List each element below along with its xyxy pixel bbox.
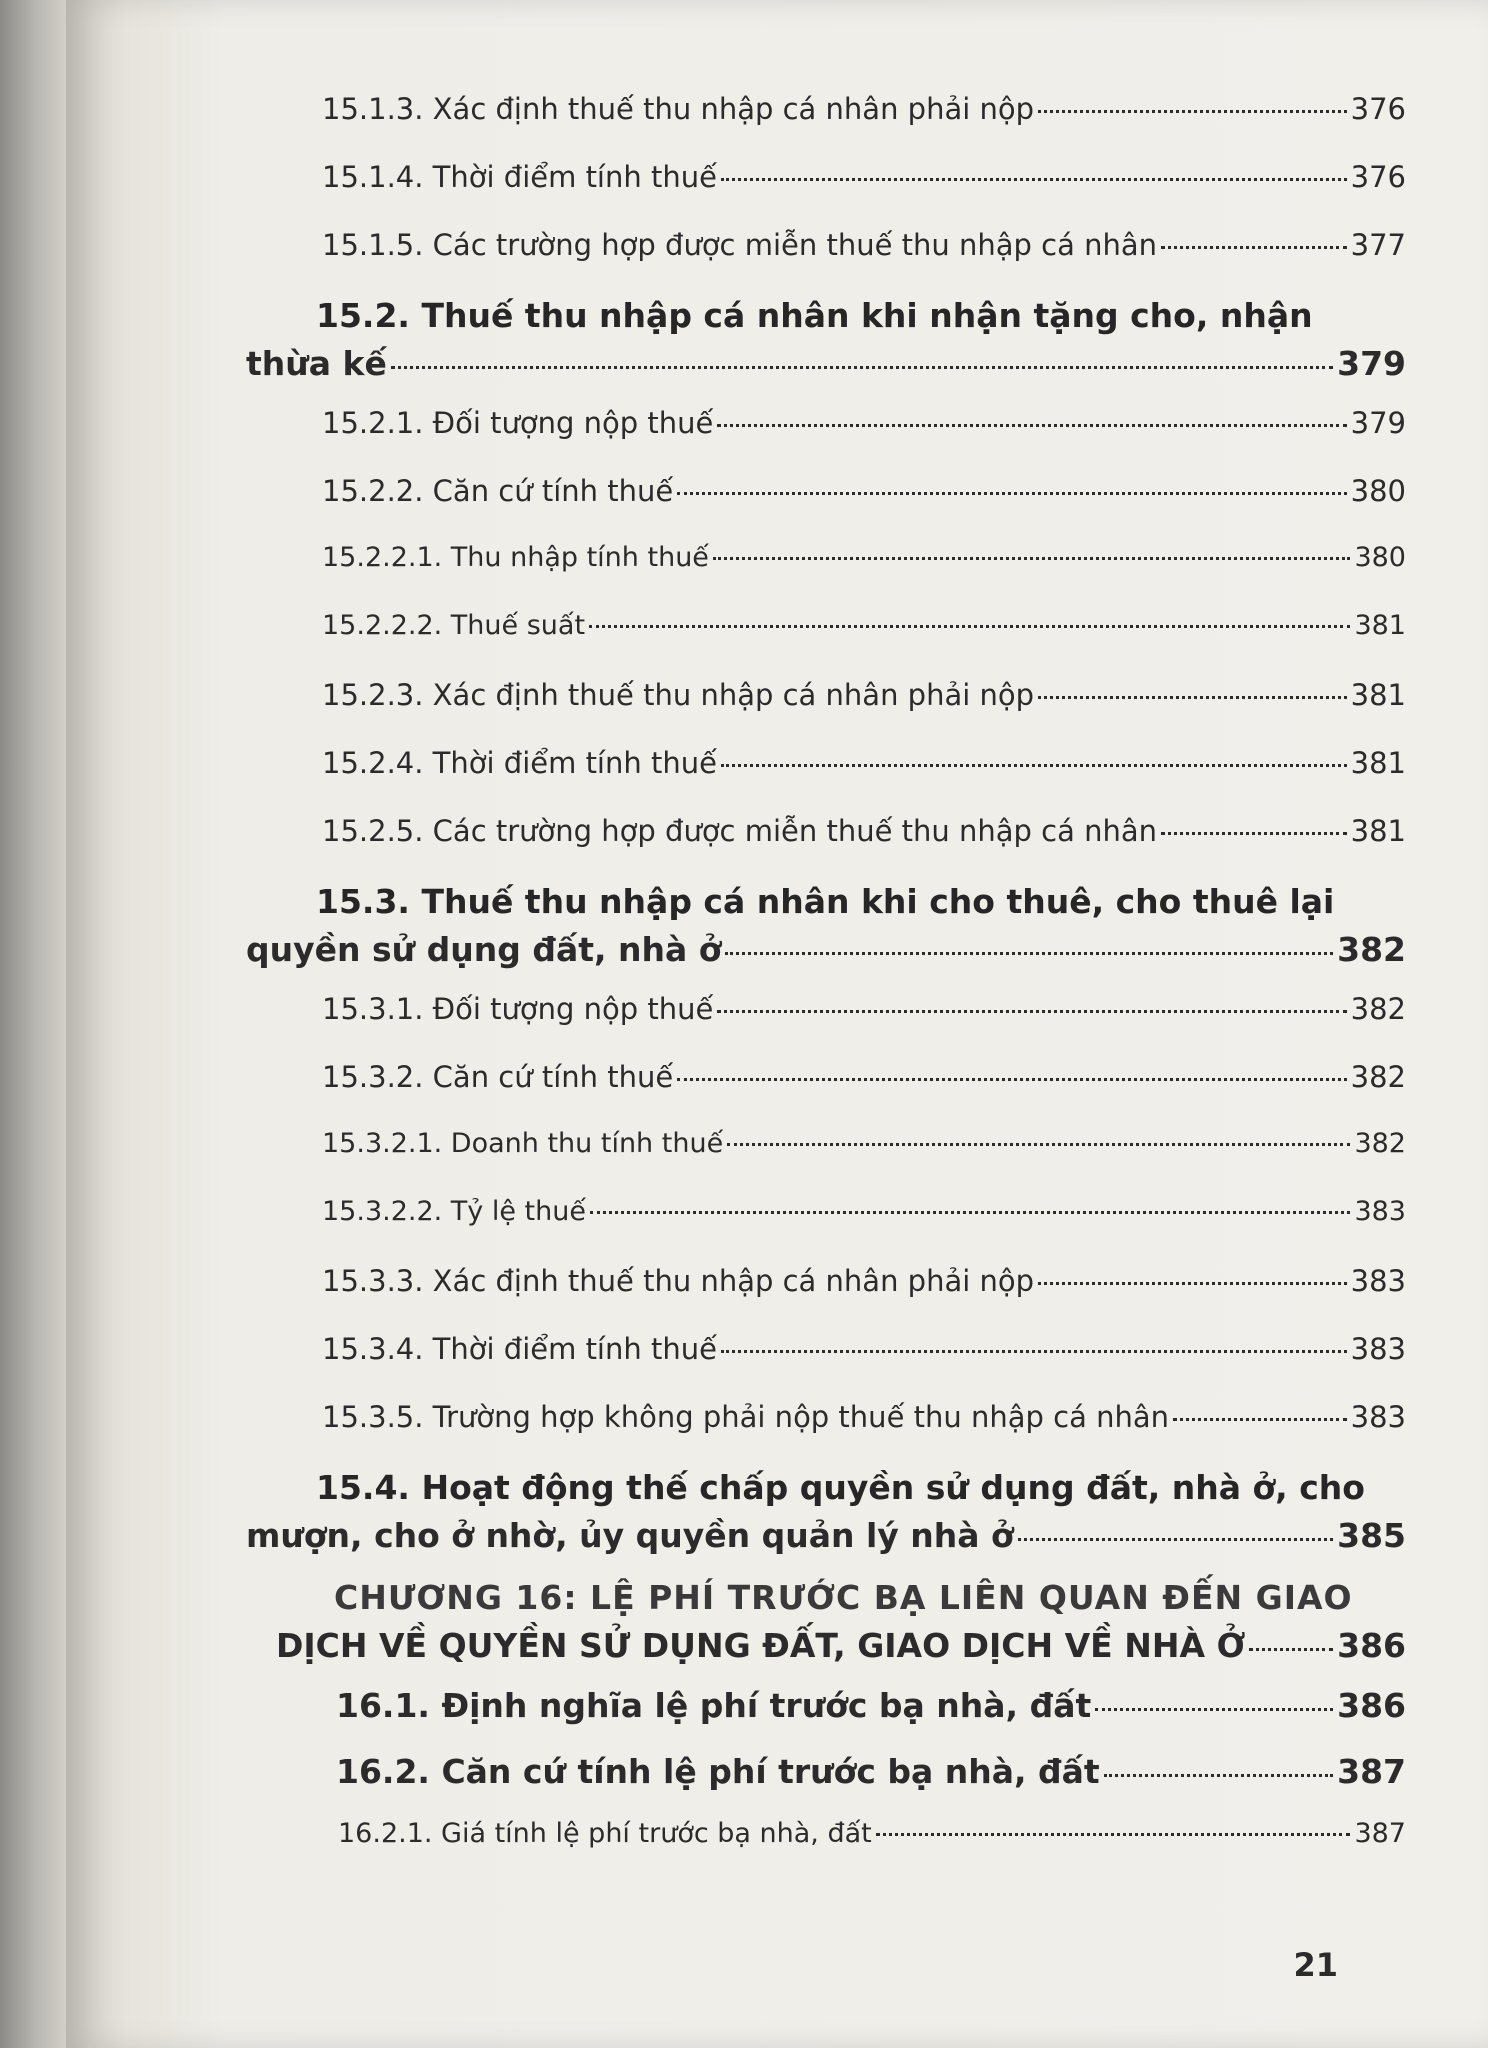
toc-entry: 15.2.3. Xác định thuế thu nhập cá nhân phải nộp 381 [322, 678, 1406, 712]
dot-leader [1161, 246, 1347, 249]
toc-entry: 15.1.5. Các trường hợp được miễn thuế thu nhập cá nhân 377 [322, 228, 1406, 262]
dot-leader [876, 1833, 1351, 1836]
dot-leader [589, 625, 1350, 628]
toc-chapter-16: CHƯƠNG 16: LỆ PHÍ TRƯỚC BẠ LIÊN QUAN ĐẾN GIAO DỊCH VỀ QUYỀN SỬ DỤNG ĐẤT, GIAO DỊCH VỀ NHÀ Ở 386 [276, 1578, 1406, 1665]
toc-entry: 15.1.4. Thời điểm tính thuế 376 [322, 160, 1406, 194]
dot-leader [717, 1010, 1346, 1013]
toc-entry: 15.2.2. Căn cứ tính thuế 380 [322, 474, 1406, 508]
toc-entry: 15.2.4. Thời điểm tính thuế 381 [322, 746, 1406, 780]
dot-leader [717, 424, 1346, 427]
dot-leader [677, 492, 1346, 495]
toc-entry: 15.3.2.1. Doanh thu tính thuế 382 [322, 1128, 1406, 1159]
toc-section-15-3: 15.3. Thuế thu nhập cá nhân khi cho thuê, cho thuê lại quyền sử dụng đất, nhà ở 382 [246, 882, 1406, 969]
dot-leader [1095, 1708, 1333, 1711]
toc-entry: 15.3.4. Thời điểm tính thuế 383 [322, 1332, 1406, 1366]
toc-entry: 15.2.2.2. Thuế suất 381 [322, 610, 1406, 641]
dot-leader [677, 1078, 1346, 1081]
table-of-contents [246, 92, 1406, 1886]
toc-entry: 15.3.1. Đối tượng nộp thuế 382 [322, 992, 1406, 1026]
dot-leader [725, 952, 1333, 955]
dot-leader [721, 178, 1347, 181]
dot-leader [1018, 1538, 1333, 1541]
toc-entry: 15.3.2. Căn cứ tính thuế 382 [322, 1060, 1406, 1094]
dot-leader [721, 764, 1347, 767]
dot-leader [1249, 1648, 1333, 1651]
dot-leader [713, 557, 1351, 560]
toc-entry: 16.2.1. Giá tính lệ phí trước bạ nhà, đất 387 [338, 1818, 1406, 1849]
dot-leader [391, 366, 1333, 369]
toc-section-15-4: 15.4. Hoạt động thế chấp quyền sử dụng đất, nhà ở, cho mượn, cho ở nhờ, ủy quyền quản lý nhà ở 385 [246, 1468, 1406, 1555]
book-spine-shadow [0, 0, 66, 2048]
toc-section-16-2: 16.2. Căn cứ tính lệ phí trước bạ nhà, đất 387 [336, 1752, 1406, 1791]
page-number: 21 [1293, 1946, 1338, 1984]
dot-leader [590, 1211, 1350, 1214]
toc-entry: 15.3.2.2. Tỷ lệ thuế 383 [322, 1196, 1406, 1227]
dot-leader [1173, 1418, 1347, 1421]
toc-entry: 15.2.5. Các trường hợp được miễn thuế thu nhập cá nhân 381 [322, 814, 1406, 848]
dot-leader [1104, 1774, 1333, 1777]
dot-leader [721, 1350, 1347, 1353]
dot-leader [1038, 110, 1347, 113]
dot-leader [1038, 696, 1347, 699]
dot-leader [1038, 1282, 1347, 1285]
toc-entry: 15.2.1. Đối tượng nộp thuế 379 [322, 406, 1406, 440]
dot-leader [727, 1143, 1350, 1146]
book-page [66, 0, 1488, 2048]
toc-section-16-1: 16.1. Định nghĩa lệ phí trước bạ nhà, đất 386 [336, 1686, 1406, 1725]
toc-entry: 15.1.3. Xác định thuế thu nhập cá nhân phải nộp 376 [322, 92, 1406, 126]
toc-entry: 15.3.3. Xác định thuế thu nhập cá nhân phải nộp 383 [322, 1264, 1406, 1298]
toc-section-15-2: 15.2. Thuế thu nhập cá nhân khi nhận tặng cho, nhận thừa kế 379 [246, 296, 1406, 383]
dot-leader [1161, 832, 1347, 835]
toc-entry: 15.2.2.1. Thu nhập tính thuế 380 [322, 542, 1406, 573]
toc-entry: 15.3.5. Trường hợp không phải nộp thuế thu nhập cá nhân 383 [322, 1400, 1406, 1434]
